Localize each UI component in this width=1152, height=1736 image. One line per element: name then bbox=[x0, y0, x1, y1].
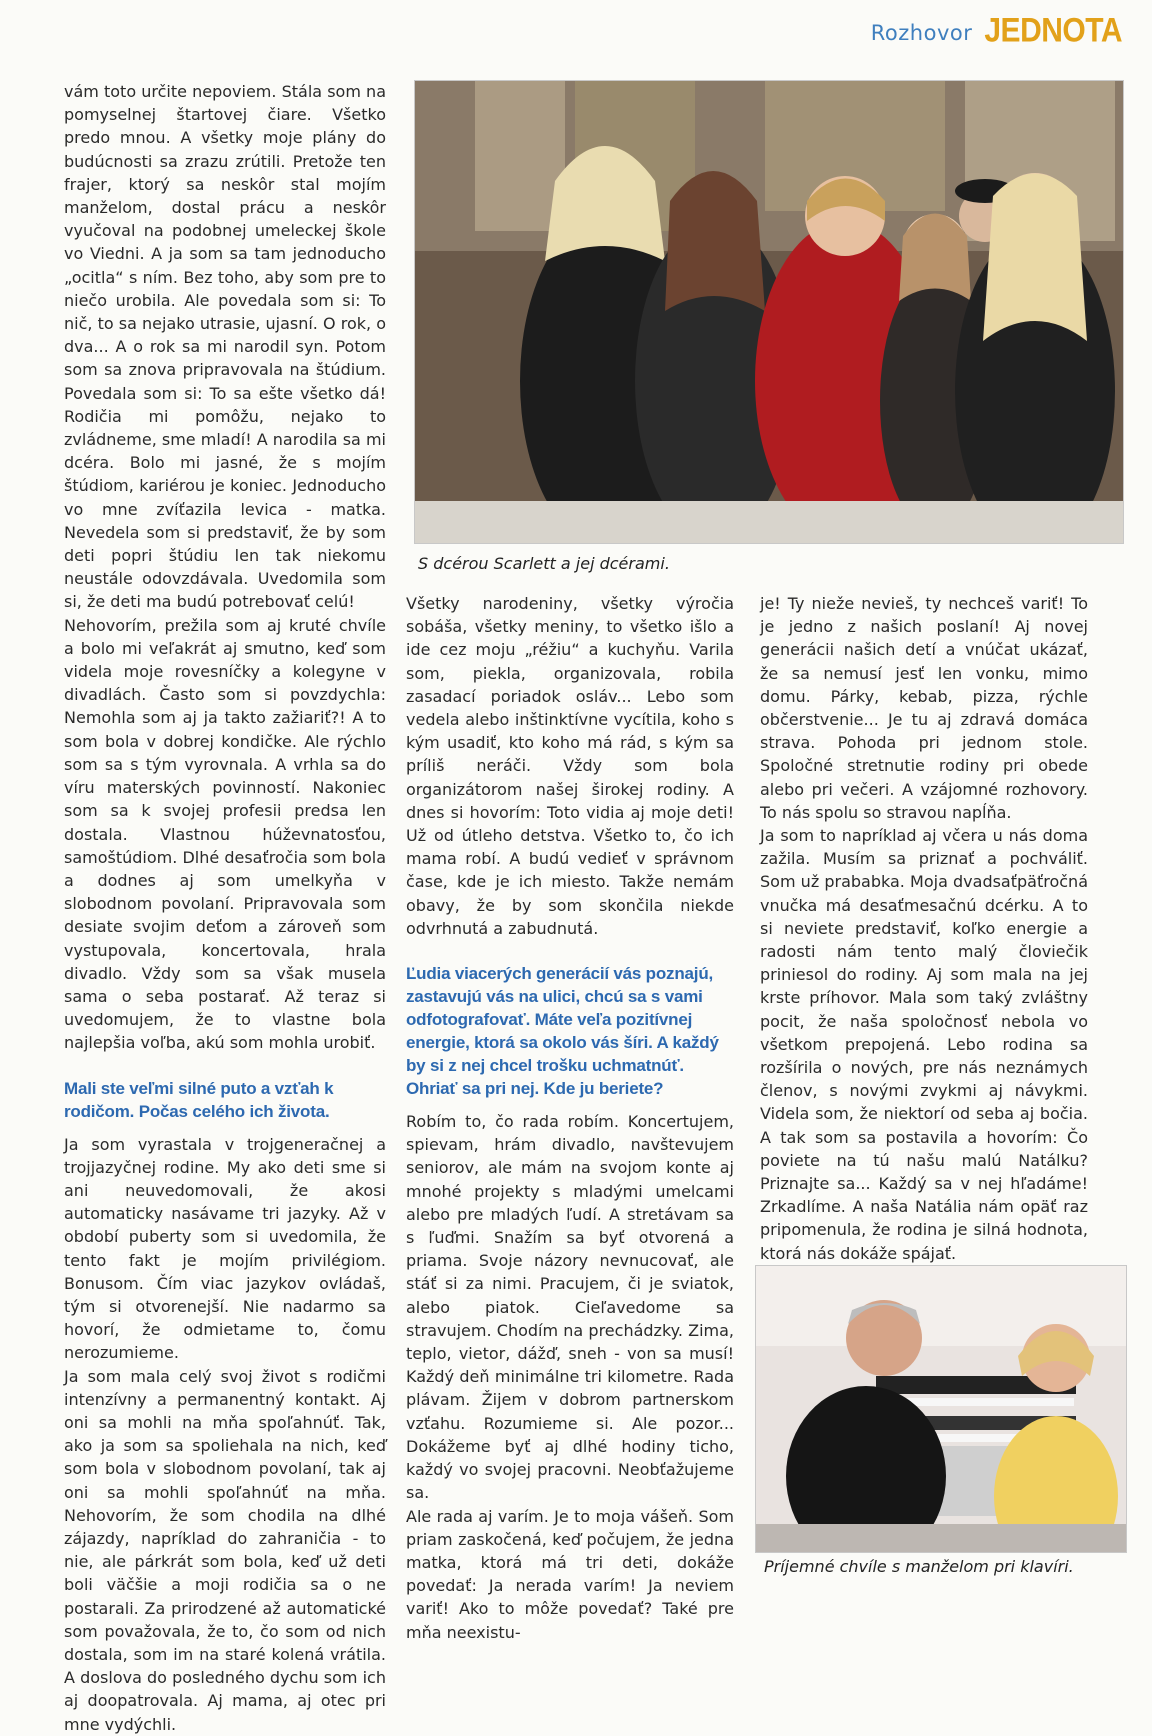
page-header bbox=[870, 11, 1122, 50]
interview-question: Ľudia viacerých generácií vás poznajú, zastavujú vás na ulici, chcú sa s vami odfotografovať. Máte veľa pozitívnej energie, ktorá sa okolo vás šíri. A každý by si z nej chcel trošku uchmatnúť. Ohriať sa pri nej. Kde ju beriete? bbox=[406, 964, 719, 1099]
family-photo bbox=[414, 80, 1124, 544]
brand-logo: JEDNOTA bbox=[984, 11, 1122, 50]
photo-caption: S dcérou Scarlett a jej dcérami. bbox=[418, 554, 670, 573]
paragraph: Ja som mala celý svoj život s rodičmi intenzívny a permanentný kontakt. Aj oni sa mohli na mňa spoľahnúť. Tak, ako ja som sa spoliehala na nich, keď som bola v slobodnom povolaní, tak aj oni sa mohli spoľahnúť na mňa. Nehovorím, že som chodila na dlhé zájazdy, napríklad do zahraničia - to nie, ale párkrát som bola, keď už deti boli väčšie a moji rodičia sa o ne postarali. Za prirodzené až automatické som považovala, že to, čo som od nich dostala, som im na staré kolená vrátila. A doslova do posledného dychu som ich aj doopatrovala. Aj mama, aj otec pri mne vydýchli. bbox=[64, 1366, 386, 1734]
paragraph: Všetky narodeniny, všetky výročia sobáša, všetky meniny, to všetko išlo a ide cez moju „réžiu“ a kuchyňu. Varila som, piekla, organizovala, robila zasadací poriadok osláv... Lebo som vedela alebo inštinktívne vycítila, koho s kým usadiť, kto koho má rád, s kým sa príliš neráči. Vždy som bola organizátorom našej širokej rodiny. A dnes si hovorím: Toto vidia aj moje deti! Už od útleho detstva. Všetko to, čo ich mama robí. A budú vedieť v správnom čase, kde je ich miesto. Takže nemám obavy, že by som skončila niekde odvrhnutá a zabudnutá. bbox=[406, 594, 734, 938]
column-2 bbox=[406, 592, 734, 1644]
paragraph: Ale rada aj varím. Je to moja vášeň. Som priam zaskočená, keď počujem, že jedna matka, ktorá má tri deti, dokáže povedať: Ja nerada varím! Ja neviem variť! Ako to môže povedať? Také pre mňa neexistu- bbox=[406, 1506, 734, 1642]
column-1 bbox=[64, 80, 386, 1736]
photo-caption: Príjemné chvíle s manželom pri klavíri. bbox=[764, 1557, 1074, 1576]
piano-photo-illustration bbox=[756, 1266, 1126, 1552]
paragraph: je! Ty nieže nevieš, ty nechceš variť! To je jedno z našich poslaní! Aj novej generácii našich detí a vnúčat ukázať, že sa nemusí jesť len vonku, mimo domu. Párky, kebab, pizza, rýchle občerstvenie... Je tu aj zdravá domáca strava. Pohoda pri jednom stole. Spoločné stretnutie rodiny pri obede alebo pri večeri. A vzájomné rozhovory. To nás spolu so stravou napĺňa. bbox=[760, 594, 1088, 822]
section-label: Rozhovor bbox=[870, 21, 973, 45]
paragraph: Ja som to napríklad aj včera u nás doma zažila. Musím sa priznať a pochváliť. Som už prababka. Moja dvadsaťpäťročná vnučka má desaťmesačnú dcérku. A to si neviete predstaviť, koľko energie a radosti nám tento malý človiečik priniesol do rodiny. Aj som mala na jej krste príhovor. Mala som taký zvláštny pocit, že naša spoločnosť nebola vo všetkom prepojená. Lebo rodina sa rozšírila o nových, pre nás neznámych členov, s novými zvykmi aj návykmi. Videla som, že niektorí od seba aj bočia. A tak som sa postavila a hovorím: Čo poviete na tú našu malú Natálku? Priznajte sa... Každý sa v nej hľadáme! Zrkadlíme. A naša Natália nám opäť raz pripomenula, že rodina je silná hodnota, ktorá nás dokáže spájať. bbox=[760, 826, 1088, 1263]
interview-question: Mali ste veľmi silné puto a vzťah k rodičom. Počas celého ich života. bbox=[64, 1078, 334, 1121]
paragraph: Nehovorím, prežila som aj kruté chvíle a bolo mi veľakrát aj smutno, keď som videla moje rovesníčky a kolegyne v divadlách. Často som si povzdychla: Nemohla som aj ja takto zažiariť?! A to som bola v dobrej kondičke. Ale rýchlo som sa s tým vyrovnala. A vrhla sa do víru materských povinností. Nakoniec som sa k svojej profesii predsa len dostala. Vlastnou húževnatosťou, samoštúdiom. Dlhé desaťročia som bola a dodnes aj som umelkyňa v slobodnom povolaní. Pripravovala som desiate svojim deťom a zároveň som vystupovala, koncertovala, hrala divadlo. Vždy som sa však musela sama o seba postarať. Až teraz si uvedomujem, že to vlastne bola najlepšia voľba, akú som mohla urobiť. bbox=[64, 615, 386, 1053]
paragraph: vám toto určite nepoviem. Stála som na pomyselnej štartovej čiare. Všetko predo mnou. A všetky moje plány do budúcnosti sa zrazu zrútili. Pretože ten frajer, ktorý sa neskôr stal mojím manželom, dostal prácu a neskôr vyučoval na podobnej umeleckej škole vo Viedni. A ja som sa tam jednoducho „ocitla“ s ním. Bez toho, aby som pre to niečo urobila. Ale povedala som si: To nič, to sa nejako utrasie, ujasní. O rok, o dva... A o rok sa mi narodil syn. Potom som sa znova pripravovala na štúdium. Povedala som si: To sa ešte všetko dá! Rodičia mi pomôžu, nejako to zvládneme, sme mladí! A narodila sa mi dcéra. Bolo mi jasné, že s mojím štúdiom, kariérou je koniec. Jednoducho vo mne zvíťazila levica - matka. Nevedela som si predstaviť, že by som deti popri štúdiu len tak niekomu neustále odovzdávala. Uvedomila som si, že deti ma budú potrebovať celú! bbox=[64, 82, 386, 612]
piano-photo bbox=[755, 1265, 1127, 1553]
paragraph: Ja som vyrastala v trojgeneračnej a trojjazyčnej rodine. My ako deti sme si ani neuvedomovali, že akosi automaticky nasávame tri jazyky. Až v období puberty som si uvedomila, že tento fakt je mojím privilégiom. Bonusom. Čím viac jazykov ovládaš, tým si otvorenejší. Nie nadarmo sa hovorí, že odmietame to, čomu nerozumieme. bbox=[64, 1134, 386, 1363]
column-3 bbox=[760, 592, 1088, 1358]
paragraph: Robím to, čo rada robím. Koncertujem, spievam, hrám divadlo, navštevujem seniorov, ale mám na svojom konte aj mnohé projekty s mladými umelcami alebo pre mladých ľudí. A stretávam sa s ľuďmi. Snažím sa byť otvorená a priama. Svoje názory nevnucovať, ale stáť si za nimi. Pracujem, či je sviatok, alebo piatok. Cieľavedome sa stravujem. Chodím na prechádzky. Zima, teplo, vietor, dážď, sneh - von sa musí! Každý deň minimálne tri kilometre. Rada plávam. Žijem v dobrom partnerskom vzťahu. Rozumieme si. Ale pozor... Dokážeme byť aj dlhé hodiny ticho, každý vo svojej pracovni. Neobťažujeme sa. bbox=[406, 1112, 734, 1503]
family-photo-illustration bbox=[415, 81, 1123, 543]
